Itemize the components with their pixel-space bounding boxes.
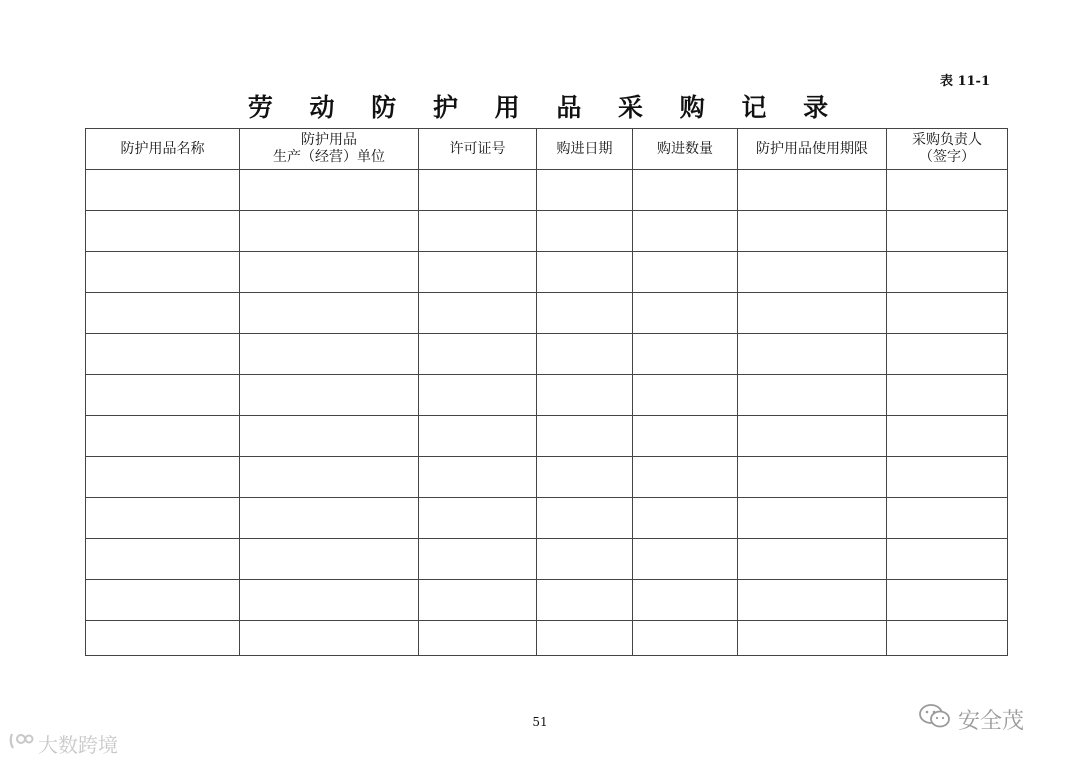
table-cell[interactable] [86, 211, 240, 252]
column-header-purchaser: 采购负责人 （签字） [887, 129, 1008, 170]
table-cell[interactable] [537, 416, 633, 457]
table-row [86, 170, 1008, 211]
table-cell[interactable] [887, 170, 1008, 211]
table-cell[interactable] [240, 416, 419, 457]
table-cell[interactable] [240, 539, 419, 580]
table-row [86, 416, 1008, 457]
table-cell[interactable] [887, 498, 1008, 539]
table-cell[interactable] [633, 498, 738, 539]
table-cell[interactable] [738, 416, 887, 457]
table-cell[interactable] [738, 170, 887, 211]
table-cell[interactable] [738, 375, 887, 416]
column-header-service-life: 防护用品使用期限 [738, 129, 887, 170]
watermark-right [918, 702, 1024, 736]
table-row [86, 539, 1008, 580]
table-cell[interactable] [887, 375, 1008, 416]
table-row [86, 252, 1008, 293]
table-cell[interactable] [419, 375, 537, 416]
table-cell[interactable] [738, 252, 887, 293]
table-cell[interactable] [240, 252, 419, 293]
table-cell[interactable] [633, 252, 738, 293]
table-cell[interactable] [240, 498, 419, 539]
watermark-left-text: 大数跨境 [38, 733, 118, 757]
table-cell[interactable] [419, 621, 537, 656]
table-cell[interactable] [633, 334, 738, 375]
table-cell[interactable] [537, 498, 633, 539]
table-cell[interactable] [537, 375, 633, 416]
table-cell[interactable] [240, 334, 419, 375]
table-cell[interactable] [738, 621, 887, 656]
logo-icon [8, 730, 34, 757]
table-cell[interactable] [419, 580, 537, 621]
table-cell[interactable] [887, 211, 1008, 252]
table-cell[interactable] [887, 334, 1008, 375]
table-cell[interactable] [419, 498, 537, 539]
table-cell[interactable] [887, 293, 1008, 334]
table-cell[interactable] [86, 375, 240, 416]
table-number: 表 11-1 [939, 74, 990, 89]
table-cell[interactable] [738, 498, 887, 539]
table-row [86, 375, 1008, 416]
table-cell[interactable] [738, 334, 887, 375]
table-cell[interactable] [537, 539, 633, 580]
column-header-purchase-date: 购进日期 [537, 129, 633, 170]
table-cell[interactable] [419, 457, 537, 498]
table-cell[interactable] [86, 252, 240, 293]
table-cell[interactable] [419, 170, 537, 211]
table-cell[interactable] [738, 580, 887, 621]
table-cell[interactable] [633, 170, 738, 211]
table-cell[interactable] [633, 416, 738, 457]
table-cell[interactable] [240, 211, 419, 252]
table-cell[interactable] [240, 170, 419, 211]
table-cell[interactable] [633, 211, 738, 252]
table-cell[interactable] [86, 416, 240, 457]
table-cell[interactable] [240, 580, 419, 621]
table-cell[interactable] [537, 621, 633, 656]
table-cell[interactable] [240, 457, 419, 498]
table-cell[interactable] [537, 252, 633, 293]
column-header-quantity: 购进数量 [633, 129, 738, 170]
table-cell[interactable] [633, 293, 738, 334]
table-cell[interactable] [633, 539, 738, 580]
page-title: 劳 动 防 护 用 品 采 购 记 录 [247, 93, 843, 122]
wechat-icon [918, 702, 952, 736]
table-cell[interactable] [887, 416, 1008, 457]
table-row [86, 580, 1008, 621]
table-cell[interactable] [86, 457, 240, 498]
table-cell[interactable] [240, 375, 419, 416]
table-cell[interactable] [86, 170, 240, 211]
table-cell[interactable] [887, 457, 1008, 498]
column-header-producer: 防护用品 生产（经营）单位 [240, 129, 419, 170]
table-cell[interactable] [86, 539, 240, 580]
table-cell[interactable] [419, 252, 537, 293]
table-cell[interactable] [86, 498, 240, 539]
table-cell[interactable] [86, 621, 240, 656]
table-cell[interactable] [537, 170, 633, 211]
table-cell[interactable] [633, 580, 738, 621]
table-cell[interactable] [738, 457, 887, 498]
table-cell[interactable] [738, 211, 887, 252]
table-cell[interactable] [86, 580, 240, 621]
watermark-left [8, 729, 118, 758]
table-row [86, 211, 1008, 252]
table-row [86, 457, 1008, 498]
table-cell[interactable] [633, 621, 738, 656]
table-cell[interactable] [419, 334, 537, 375]
table-cell[interactable] [537, 211, 633, 252]
column-header-license: 许可证号 [419, 129, 537, 170]
table-cell[interactable] [537, 457, 633, 498]
table-cell[interactable] [738, 539, 887, 580]
watermark-right-text: 安全茂 [958, 708, 1025, 734]
table-cell[interactable] [887, 621, 1008, 656]
purchase-record-table [85, 128, 1008, 656]
table-cell[interactable] [633, 457, 738, 498]
table-cell[interactable] [86, 334, 240, 375]
column-header-item-name: 防护用品名称 [86, 129, 240, 170]
table-row [86, 498, 1008, 539]
table-cell[interactable] [240, 621, 419, 656]
table-cell[interactable] [537, 293, 633, 334]
table-cell[interactable] [633, 375, 738, 416]
table-row [86, 293, 1008, 334]
table-row [86, 621, 1008, 656]
header-row [86, 129, 1008, 170]
table-cell[interactable] [419, 416, 537, 457]
page-number: 51 [532, 715, 548, 729]
table-cell[interactable] [240, 293, 419, 334]
table-cell[interactable] [887, 252, 1008, 293]
table-cell[interactable] [738, 293, 887, 334]
table-cell[interactable] [419, 211, 537, 252]
table-cell[interactable] [86, 293, 240, 334]
table-row [86, 334, 1008, 375]
table-cell[interactable] [419, 293, 537, 334]
table-cell[interactable] [537, 580, 633, 621]
table-cell[interactable] [419, 539, 537, 580]
table-cell[interactable] [887, 539, 1008, 580]
table-cell[interactable] [887, 580, 1008, 621]
table-cell[interactable] [537, 334, 633, 375]
